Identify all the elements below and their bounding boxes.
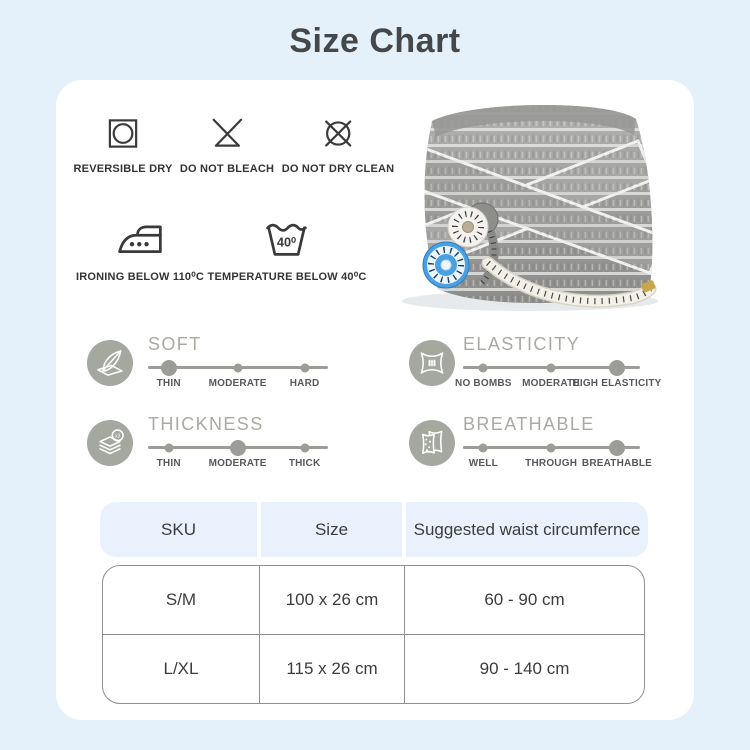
table-row bbox=[103, 566, 644, 634]
cell-sku: L/XL bbox=[163, 659, 199, 678]
care-label: IRONING BELOW 110⁰C bbox=[75, 271, 205, 283]
header-cell-sku: SKU bbox=[100, 502, 257, 557]
breathable-scale bbox=[463, 446, 640, 449]
scale-dot bbox=[609, 360, 625, 376]
scale-dot bbox=[547, 443, 556, 452]
scale-dot bbox=[547, 363, 556, 372]
scale-dot bbox=[609, 440, 625, 456]
soft-scale-labels bbox=[148, 376, 328, 390]
feature-elasticity bbox=[409, 334, 709, 396]
wash-temperature-icon bbox=[265, 218, 309, 258]
cell-size: 100 x 26 cm bbox=[259, 566, 404, 634]
elasticity-scale-labels bbox=[455, 376, 662, 390]
content-card bbox=[56, 80, 694, 720]
scale-dot bbox=[164, 443, 173, 452]
scale-label: WELL bbox=[468, 458, 498, 469]
care-item-do-not-bleach bbox=[180, 116, 274, 175]
care-item-ironing bbox=[76, 218, 204, 283]
size-table-body bbox=[102, 565, 645, 704]
feature-soft bbox=[87, 334, 387, 396]
care-label: TEMPERATURE BELOW 40⁰C bbox=[207, 271, 367, 283]
elasticity-scale bbox=[463, 366, 640, 369]
do-not-dry-clean-icon bbox=[321, 116, 356, 151]
reversible-dry-icon bbox=[106, 116, 141, 151]
scale-label: NO BOMBS bbox=[455, 378, 512, 389]
thickness-scale bbox=[148, 446, 328, 449]
feature-title: ELASTICITY bbox=[463, 334, 581, 354]
care-item-reversible-dry bbox=[74, 116, 173, 175]
feature-breathable bbox=[409, 414, 709, 476]
care-label: DO NOT BLEACH bbox=[179, 163, 275, 175]
scale-label: THIN bbox=[156, 378, 181, 389]
feature-thickness bbox=[87, 414, 387, 476]
care-item-wash-temperature bbox=[208, 218, 367, 283]
care-label: REVERSIBLE DRY bbox=[73, 163, 173, 175]
cell-sku: S/M bbox=[165, 590, 197, 609]
scale-label: HIGH ELASTICITY bbox=[572, 378, 662, 389]
iron-icon bbox=[116, 218, 164, 258]
cell-waist: 60 - 90 cm bbox=[404, 566, 644, 634]
product-photo bbox=[370, 84, 692, 316]
scale-label: HARD bbox=[289, 378, 320, 389]
scale-label: THROUGH bbox=[525, 458, 578, 469]
scale-label: THIN bbox=[156, 458, 181, 469]
soft-scale bbox=[148, 366, 328, 369]
size-table bbox=[100, 502, 648, 704]
feature-title: SOFT bbox=[148, 334, 202, 354]
scale-label: BREATHABLE bbox=[581, 458, 653, 469]
layers-icon bbox=[87, 420, 133, 466]
size-table-header bbox=[100, 502, 648, 557]
breathable-scale-labels bbox=[463, 456, 653, 470]
scale-label: MODERATE bbox=[208, 458, 267, 469]
table-row bbox=[103, 634, 644, 703]
header-cell-waist: Suggested waist circumfernce bbox=[402, 502, 648, 557]
feature-title: THICKNESS bbox=[148, 414, 264, 434]
do-not-bleach-icon bbox=[209, 116, 244, 151]
layers-badge: x3 bbox=[114, 433, 121, 440]
scale-dot bbox=[300, 443, 309, 452]
thickness-scale-labels bbox=[148, 456, 328, 470]
scale-dot bbox=[161, 360, 177, 376]
care-label: DO NOT DRY CLEAN bbox=[281, 163, 395, 175]
scale-dot bbox=[233, 363, 242, 372]
cell-waist: 90 - 140 cm bbox=[404, 635, 644, 703]
cell-size: 115 x 26 cm bbox=[259, 635, 404, 703]
breathable-icon bbox=[409, 420, 455, 466]
feather-icon bbox=[87, 340, 133, 386]
scale-label: MODERATE bbox=[522, 378, 581, 389]
feature-title: BREATHABLE bbox=[463, 414, 595, 434]
scale-dot bbox=[300, 363, 309, 372]
elasticity-icon bbox=[409, 340, 455, 386]
scale-dot bbox=[230, 440, 246, 456]
scale-dot bbox=[479, 443, 488, 452]
scale-label: MODERATE bbox=[208, 378, 267, 389]
scale-dot bbox=[479, 363, 488, 372]
wash-temperature-value: 40⁰ bbox=[277, 234, 297, 250]
page-title: Size Chart bbox=[289, 22, 461, 60]
scale-label: THICK bbox=[288, 458, 321, 469]
header-cell-size: Size bbox=[257, 502, 402, 557]
